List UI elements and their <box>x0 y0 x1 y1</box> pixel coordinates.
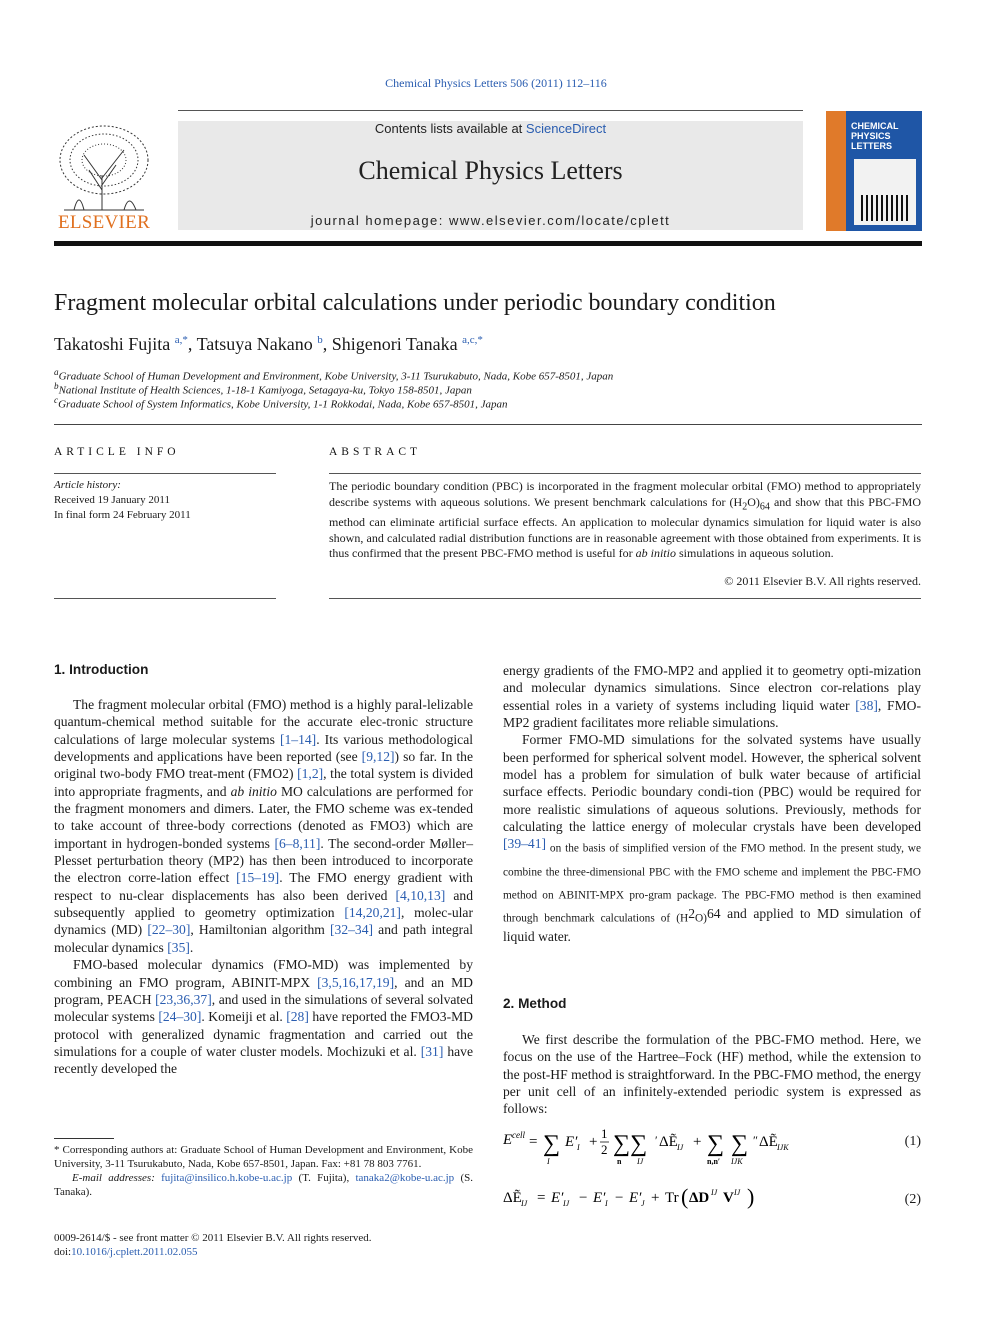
header-thick-rule <box>54 241 922 246</box>
text-segment: . The FMO energy gradient with respect to nu-clear displacements has also been derived <box>54 870 473 903</box>
sciencedirect-link[interactable]: ScienceDirect <box>525 121 607 136</box>
svg-text:cell: cell <box>512 1130 525 1140</box>
journal-cover-image <box>826 111 922 231</box>
equation-1 <box>503 1124 921 1164</box>
svg-text:IJ: IJ <box>637 1157 644 1166</box>
citation-link[interactable]: [14,20,21] <box>344 905 401 921</box>
doi-line <box>54 1245 473 1259</box>
citation-link[interactable]: [31] <box>420 1043 444 1059</box>
received-date: Received 19 January 2011 <box>54 494 170 506</box>
svg-text:+: + <box>589 1134 598 1150</box>
affiliation-mark: a <box>54 367 59 377</box>
email-owner: (S. Tanaka). <box>54 1172 473 1198</box>
svg-text:IJ: IJ <box>734 1188 741 1197</box>
equation-1-graphic <box>503 1124 883 1168</box>
svg-text:E: E <box>503 1132 513 1148</box>
front-matter <box>54 1231 473 1259</box>
text-segment: and applied to MD simulation of liquid water. <box>503 905 921 944</box>
contents-prefix: Contents lists available at <box>374 121 526 136</box>
svg-text:∑: ∑ <box>707 1131 725 1157</box>
footnote-emails <box>54 1171 473 1199</box>
text-segment: , Hamiltonian algorithm <box>190 922 330 938</box>
svg-text:n: n <box>617 1157 622 1166</box>
svg-text:I: I <box>577 1143 580 1152</box>
svg-text:IJ: IJ <box>563 1199 570 1208</box>
article-info-heading: ARTICLE INFO <box>54 446 180 458</box>
affiliation-text: Graduate School of System Informatics, Kobe University, 1-1 Rokkodai, Nada, Kobe 657-8501, Japan <box>58 398 508 411</box>
svg-text:∑∑: ∑∑ <box>613 1131 648 1157</box>
abstract-rule <box>329 598 921 599</box>
citation-link[interactable]: [39–41] <box>503 836 547 852</box>
section-heading-introduction: 1. Introduction <box>54 662 149 677</box>
text-segment: , molec-ular dynamics (MD) <box>54 905 473 938</box>
affiliation-mark: b <box>54 381 59 391</box>
svg-text:IJK: IJK <box>731 1157 743 1166</box>
email-link[interactable]: fujita@insilico.h.kobe-u.ac.jp <box>161 1172 293 1184</box>
journal-title: Chemical Physics Letters <box>358 156 623 185</box>
author-name: Takatoshi Fujita <box>54 334 171 354</box>
svg-text:IJ: IJ <box>711 1188 718 1197</box>
text-segment: 2 <box>688 905 695 921</box>
footnote-star: * <box>54 1144 60 1156</box>
svg-text:ΔẼ: ΔẼ <box>759 1134 778 1150</box>
email-link[interactable]: tanaka2@kobe-u.ac.jp <box>355 1172 455 1184</box>
svg-text:IJK: IJK <box>777 1143 789 1152</box>
cover-graphic <box>854 159 916 225</box>
text-segment: 64 <box>706 905 721 921</box>
svg-text:I: I <box>547 1157 550 1166</box>
svg-text:1: 1 <box>601 1126 608 1141</box>
cover-strip <box>826 111 846 231</box>
left-column <box>54 696 473 1078</box>
svg-text:∑: ∑ <box>731 1131 749 1157</box>
right-column-method <box>503 1031 921 1118</box>
text-segment: , the total system is divided into appropriate fragments, and <box>54 766 474 799</box>
svg-text:=: = <box>537 1190 546 1206</box>
issn-line: 0009-2614/$ - see front matter © 2011 Elsevier B.V. All rights reserved. <box>54 1232 372 1244</box>
abstract-heading: ABSTRACT <box>329 446 422 458</box>
final-form-date: In final form 24 February 2011 <box>54 509 191 521</box>
author-name: Shigenori Tanaka <box>331 334 458 354</box>
paragraph: We first describe the formulation of the PBC-FMO method. Here, we focus on the use of the Hartree–Fock (HF) method, while the extension to the post-HF method is straightforward. In the PBC-FMO method, the energy per unit cell of an infinitely-extended periodic system is expressed as follows: <box>503 1032 921 1117</box>
citation-link[interactable]: [6–8,11] <box>274 835 321 851</box>
svg-text:2: 2 <box>601 1142 608 1157</box>
header-rule <box>178 110 803 111</box>
text-segment: , and an MD program, PEACH <box>54 974 473 1007</box>
citation-link[interactable]: [22–30] <box>147 922 191 938</box>
subscript: on the basis of simplified version of the FMO method. In the present study, we combine the three-dimensional PBC with the FMO scheme and implement the PBC-FMO method on ABINIT-MPX pro-gram package. The PBC-FMO method is then examined through benchmark calculations of (H <box>503 843 921 925</box>
abstract-text <box>329 479 921 562</box>
cover-panel <box>854 159 916 225</box>
doi-link[interactable]: 10.1016/j.cplett.2011.02.055 <box>71 1246 198 1258</box>
contents-line <box>178 121 803 136</box>
cover-title-line: CHEMICAL <box>851 121 899 131</box>
svg-text:V: V <box>723 1190 734 1206</box>
svg-text:): ) <box>747 1184 755 1209</box>
text-segment: . Its various methodological developments and applications have been reported (see <box>54 731 473 765</box>
svg-text:=: = <box>529 1134 538 1150</box>
citation-link[interactable]: [23,36,37] <box>155 991 212 1007</box>
article-info-rule <box>54 598 276 599</box>
svg-text:J: J <box>641 1199 645 1208</box>
svg-text:″: ″ <box>753 1133 758 1147</box>
svg-text:+: + <box>693 1134 702 1150</box>
paragraph <box>503 731 921 945</box>
text-segment: ab initio <box>230 783 277 799</box>
text-segment: have recently developed the <box>54 1043 473 1077</box>
svg-text:E′: E′ <box>593 1190 606 1206</box>
doi-label: doi: <box>54 1246 72 1258</box>
svg-text:Tr: Tr <box>665 1190 679 1206</box>
author-affiliation-mark[interactable]: b <box>317 334 323 346</box>
text-segment: . Komeiji et al. <box>201 1009 287 1025</box>
text-segment: and subsequently applied to geometry optimization <box>54 887 473 921</box>
abstract-part: The periodic boundary condition (PBC) is incorporated in the fragment molecular orbital (FMO) method to appropriately describe systems with aqueous solutions. We present benchmark calculations for (H <box>329 479 921 509</box>
equation-2-graphic <box>503 1182 883 1222</box>
history-label: Article history: <box>54 479 121 491</box>
citation-link[interactable]: [15–19] <box>236 870 280 886</box>
citation-link[interactable]: [1,2] <box>297 766 324 782</box>
article-title: Fragment molecular orbital calculations under periodic boundary condition <box>54 290 776 316</box>
text-segment: Former FMO-MD simulations for the solvated systems have usually been performed for spherical solvent model. However, the spherical solvent model has a problem for simulation of bulk water because of artificial surface effects. Periodic boundary condi-tion (PBC) would be required for more realistic simulations of aqueous solutions. Previously, methods for calculating the lattice energy of molecular crystals have been developed <box>503 732 921 835</box>
author-affiliation-mark[interactable]: a,c,* <box>462 334 483 346</box>
section-heading-method: 2. Method <box>503 996 567 1011</box>
cover-title-line: PHYSICS <box>851 131 891 141</box>
text-segment: , and used in the simulations of several solvated molecular systems <box>54 991 474 1025</box>
affiliation-text: National Institute of Health Sciences, 1-18-1 Kamiyoga, Setagaya-ku, Tokyo 158-8501, Japan <box>58 384 472 397</box>
text-segment: FMO-based molecular dynamics (FMO-MD) was implemented by combining an FMO program, ABINIT-MPX <box>54 957 473 990</box>
abstract-italic: ab initio <box>635 546 676 561</box>
affiliation-mark: c <box>54 395 59 405</box>
email-owner: (T. Fujita), <box>292 1172 356 1184</box>
text-segment: . <box>189 939 194 955</box>
citation-link[interactable]: [28] <box>286 1009 309 1025</box>
svg-text:IJ: IJ <box>521 1199 528 1208</box>
svg-text:−: − <box>615 1190 624 1206</box>
subscript: O) <box>695 912 707 925</box>
paragraph <box>54 696 473 956</box>
text-segment: energy gradients of the FMO-MP2 and applied it to geometry opti-mization and molecular dynamics simulations. Since electron cor-relations play essential roles in a variety of systems including liquid water <box>503 663 921 713</box>
citation-link[interactable]: [38] <box>855 697 878 713</box>
svg-text:E′: E′ <box>565 1134 578 1150</box>
cover-title-line: LETTERS <box>851 141 893 151</box>
abstract-rule <box>329 473 921 474</box>
svg-text:n,n′: n,n′ <box>707 1157 721 1166</box>
abstract-part: and show that this PBC-FMO method can eliminate artificial surface effects. An application to molecular dynamics simulation for liquid water is also shown, and calculated radial distribution functions are in reasonable agreement with those obtained from experiments. It is thus confirmed that the present PBC-FMO method is useful for <box>329 494 921 561</box>
svg-text:−: − <box>579 1190 588 1206</box>
svg-text:+: + <box>651 1190 660 1206</box>
article-history <box>54 478 284 523</box>
svg-text:(: ( <box>681 1184 689 1209</box>
equation-2 <box>503 1182 921 1222</box>
author-affiliation-mark[interactable]: a,* <box>174 334 188 346</box>
journal-reference[interactable]: Chemical Physics Letters 506 (2011) 112–116 <box>385 76 607 90</box>
subscript: 2 <box>742 501 748 513</box>
svg-text:E′: E′ <box>551 1190 564 1206</box>
svg-text:I: I <box>605 1199 608 1208</box>
affiliation-c <box>54 395 508 411</box>
elsevier-wordmark: ELSEVIER <box>57 212 151 233</box>
affiliation-text: Graduate School of Human Development and Environment, Kobe University, 3-11 Tsurukabuto, Nada, Kobe 657-8501, Japan <box>58 370 614 383</box>
abstract-copyright: © 2011 Elsevier B.V. All rights reserved. <box>724 574 921 588</box>
right-column-top <box>503 662 921 945</box>
footnote <box>54 1143 473 1199</box>
cover-title <box>851 121 899 151</box>
equation-number: (1) <box>904 1134 921 1149</box>
citation-link[interactable]: [32–34] <box>330 922 374 938</box>
footnote-corresponding <box>54 1143 473 1171</box>
abstract-part: O) <box>747 494 760 509</box>
subscript: 64 <box>759 501 770 513</box>
citation-link[interactable]: [24–30] <box>158 1009 202 1025</box>
paragraph <box>54 956 473 1077</box>
text-segment: MO calculations are performed for the fragment monomers and dimers. Later, the FMO scheme was ex-tended to take account of three-body corrections (denoted as FMO3) which are important in hydrogen-bonded systems <box>54 783 473 851</box>
text-segment: have reported the FMO3-MD protocol with generalized dynamic fragmentation and carried out the simulations for a couple of water cluster models. Mochizuki et al. <box>54 1009 474 1059</box>
text-segment: and path integral molecular dynamics <box>54 922 474 955</box>
equation-number: (2) <box>904 1192 921 1207</box>
text-segment: The fragment molecular orbital (FMO) method is a highly paral-lelizable quantum-chemical method suitable for the accurate elec-tronic structure calculations of large molecular systems <box>54 697 473 747</box>
footnote-rule <box>54 1138 114 1139</box>
citation-link[interactable]: [1–14] <box>279 731 317 747</box>
text-segment: ) so far. In the original two-body FMO treat-ment (FMO2) <box>54 749 473 782</box>
paragraph <box>503 662 921 731</box>
svg-text:ΔẼ: ΔẼ <box>659 1134 678 1150</box>
citation-link[interactable]: [4,10,13] <box>395 887 446 903</box>
section-rule <box>54 424 922 425</box>
journal-homepage[interactable]: journal homepage: www.elsevier.com/locate/cplett <box>310 213 671 228</box>
abstract-part: simulations in aqueous solution. <box>675 546 834 561</box>
svg-text:∑: ∑ <box>543 1131 561 1157</box>
author-list: Takatoshi Fujita $^{a,*}$, Tatsuya Nakano $^b$, Shigenori Tanaka $^{a,c,*}$ <box>54 334 483 354</box>
citation-link[interactable]: [35] <box>167 939 190 955</box>
svg-text:E′: E′ <box>629 1190 642 1206</box>
svg-text:ΔẼ: ΔẼ <box>503 1190 522 1206</box>
author-name: Tatsuya Nakano <box>196 334 313 354</box>
text-segment: , FMO-MP2 gradient facilitates more reliable simulations. <box>503 697 921 731</box>
footnote-text: Corresponding authors at: Graduate School of Human Development and Environment, Kobe University, 3-11 Tsurukabuto, Nada, Kobe 657-8501, Japan. Fax: +81 78 803 7761. <box>54 1144 473 1170</box>
text-segment: . The second-order Møller–Plesset perturbation theory (MP2) has then been introduced to incorporate the electron corre-lation effect <box>54 835 473 886</box>
svg-text:ΔD: ΔD <box>689 1190 710 1206</box>
citation-link[interactable]: [9,12] <box>361 749 395 765</box>
article-info-rule <box>54 473 276 474</box>
citation-link[interactable]: [3,5,16,17,19] <box>317 974 395 990</box>
email-label: E-mail addresses: <box>72 1172 155 1184</box>
svg-text:IJ: IJ <box>677 1143 684 1152</box>
svg-text:′: ′ <box>655 1133 658 1147</box>
